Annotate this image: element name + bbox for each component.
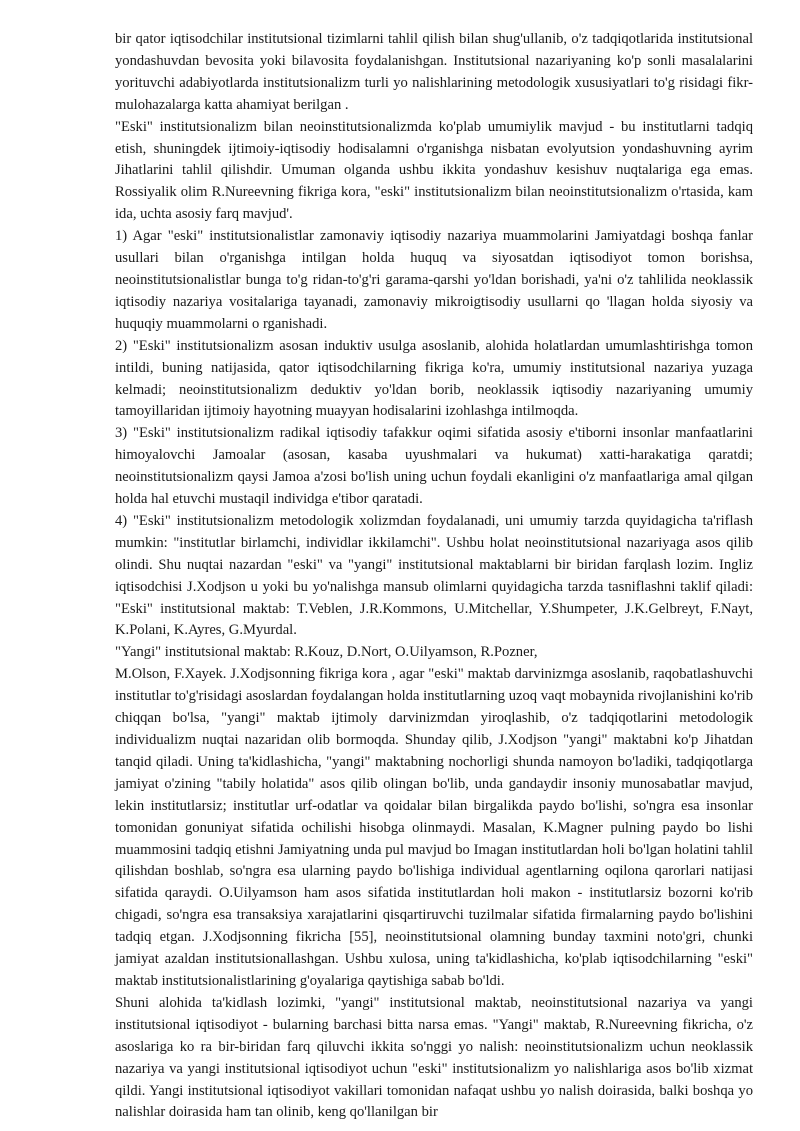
paragraph-new-school-list: "Yangi" institutsional maktab: R.Kouz, D.Nort, O.Uilyamson, R.Pozner,: [115, 644, 538, 661]
paragraph-intro: bir qator iqtisodchilar institutsional tizimlarni tahlil qilish bilan shug'ullanib, o'z tadqiqotlarida institutsional yondashuvdan bevosita yoki bilavosita foydalanishgan. Institutsional nazariyaning ko'p sonli masalalarini yorituvchi adabiyotlarda institutsionalizm turli yo nalishlarining metodologik xususiyatlari to'g risidagi fikr-mulohazalarga katta ahamiyat berilgan .: [115, 31, 753, 113]
paragraph-difference-4: 4) "Eski" institutsionalizm metodologik xolizmdan foydalanadi, uni umumiy tarzda quyidagicha ta'riflash mumkin: "institutlar birlamchi, individlar ikkilamchi". Ushbu holat neoinstitutsional nazariyaga asos qilib olindi. Shu nuqtai nazardan "eski" va "yangi" institutsional maktablarni bir biridan farqlash lozim. Ingliz iqtisodchisi J.Xodjson u yoki bu yo'nalishga mansub olimlarni quyidagicha tarzda tasniflashni taklif qiladi: "Eski" institutsional maktab: T.Veblen, J.R.Kommons, U.Mitchellar, Y.Shumpeter, J.K.Gelbreyt, F.Nayt, K.Polani, K.Ayres, G.Myurdal.: [115, 512, 753, 639]
paragraph-difference-2: 2) "Eski" institutsionalizm asosan induktiv usulga asoslanib, alohida holatlardan umumlashtirishga tomon intildi, buning natijasida, qator iqtisodchilarning fikriga ko'ra, umumiy institutsional nazariya yuzaga kelmadi; neoinstitutsionalizm deduktiv yo'ldan borib, neoklassik iqtisodiy nazariyaning umumiy tamoyillaridan ijtimoiy hayotning muayyan hodisalarini izohlashga intilmoqda.: [115, 337, 753, 420]
paragraph-old-vs-neo: "Eski" institutsionalizm bilan neoinstitutsionalizmda ko'plab umumiylik mavjud - bu institutlarni tadqiq etish, shuningdek ijtimoiy-iqtisodiy hodisalamni o'rganishga nisbatan evolyutsion yondashuvning ayrim Jihatlarini tahlil qilishdir. Umuman olganda ushbu ikkita yondashuv kesishuv nuqtalariga ega emas. Rossiyalik olim R.Nureevning fikriga kora, "eski" institutsionalizm bilan neoinstitutsionalizm o'rtasida, kam ida, uchta asosiy farq mavjud'.: [115, 118, 753, 223]
paragraph-difference-3: 3) "Eski" institutsionalizm radikal iqtisodiy tafakkur oqimi sifatida asosiy e'tiborni insonlar manfaatlarini himoyalovchi Jamoalar (asosan, kasaba uyushmalari va hukumat) xatti-harakatiga qaratdi; neoinstitutsionalizm qaysi Jamoa a'zosi bo'lish uning uchun foydali ekanligini o'z manfaatlariga amal qilgan holda hal etuvchi mustaqil individga e'tibor qaratadi.: [115, 425, 753, 508]
paragraph-hodgson-critique: M.Olson, F.Xayek. J.Xodjsonning fikriga kora , agar "eski" maktab darvinizmga asoslanib, raqobatlashuvchi institutlar to'g'risidagi asoslardan foydalangan holda institutlarning uzoq vaqt mobaynida rivojlanishini ko'rib chiqqan bo'lsa, "yangi" maktab ijtimoly darvinizmdan yiroqlashib, o'z tadqiqotlarini metodologik individualizm nuqtai nazaridan olib bormoqda. Shunday qilib, J.Xodjson "yangi" maktabni ko'p Jihatdan tanqid qiladi. Uning ta'kidlashicha, "yangi" maktabning nochorligi shunda namoyon bo'ladiki, tadqiqotlarga jamiyat o'zining "tabily holatida" asos qilib olingan bo'lib, unda gandaydir insoniy munosabatlar mavjud, lekin institutlarsiz; institutlar urf-odatlar va qoidalar bilan birgalikda paydo bo'lishi, so'ngra esa insonlar tomonidan gonuniyat sifatida ochilishi hisobga olinmaydi. Masalan, K.Magner pulning paydo bo lishi muammosini tadqiq etishni Jamiyatning unda pul mavjud bo Imagan institutlardan holi bo'lgan holatini tahlil qilishdan boshlab, so'ngra esa ularning paydo bo'lishiga individual agentlarning oqilona qarorlari natijasi sifatida qaraydi. O.Uilyamson ham asos sifatida institutlardan holi makon - institutlarsiz bozorni ko'rib chigadi, so'ngra esa transaksiya xarajatlarini qisqartiruvchi tuzilmalar sifatida firmalarning paydo bo'lishini tadqiq etgan. J.Xodjsonning fikricha [55], neoinstitutsional olamning bunday taxmini noto'gri, chunki jamiyat azaldan institutsionallashgan. Ushbu xulosa, uning ta'kidlashicha, ko'plab iqtisodchilarning "eski" maktab institutsionalistlarining g'oyalariga qaytishiga sabab bo'ldi.: [115, 666, 753, 989]
paragraph-difference-1: 1) Agar "eski" institutsionalistlar zamonaviy iqtisodiy nazariya muammolarini Jamiyatdagi boshqa fanlar usullari bilan o'rganishga intilgan holda huquq va siyosatdan iqtisodiyot tomon borishsa, neoinstitutsionalistlar bunga to'g ridan-to'g'ri garama-qarshi yo'ldan borishadi, ya'ni o'z tahlilida neoklassik iqtisodiy nazariya vositalariga tayanadi, zamonaviy mikroigtisodiy usullarni qo 'llagan holda siyosiy va huquqiy muammolarni o rganishadi.: [115, 228, 753, 332]
paragraph-new-institutional: Shuni alohida ta'kidlash lozimki, "yangi" institutsional maktab, neoinstitutsional nazariya va yangi institutsional iqtisodiyot - bularning barchasi bitta narsa emas. "Yangi" maktab, R.Nureevning fikricha, o'z asoslariga ko ra bir-biridan farq qiluvchi ikkita so'nggi yo nalish: neoinstitutsionalizm uchun neoklassik nazariya va yangi institutsional iqtisodiyot uchun "eski" institutsionalizm yo nalishlariga asos bo'lib xizmat qildi. Yangi institutsional iqtisodiyot vakillari tomonidan nafaqat ushbu yo nalish doirasida, balki boshqa yo nalishlar doirasida ham tan olinib, keng qo'llanilgan bir: [115, 994, 753, 1121]
document-page: [115, 29, 753, 1124]
